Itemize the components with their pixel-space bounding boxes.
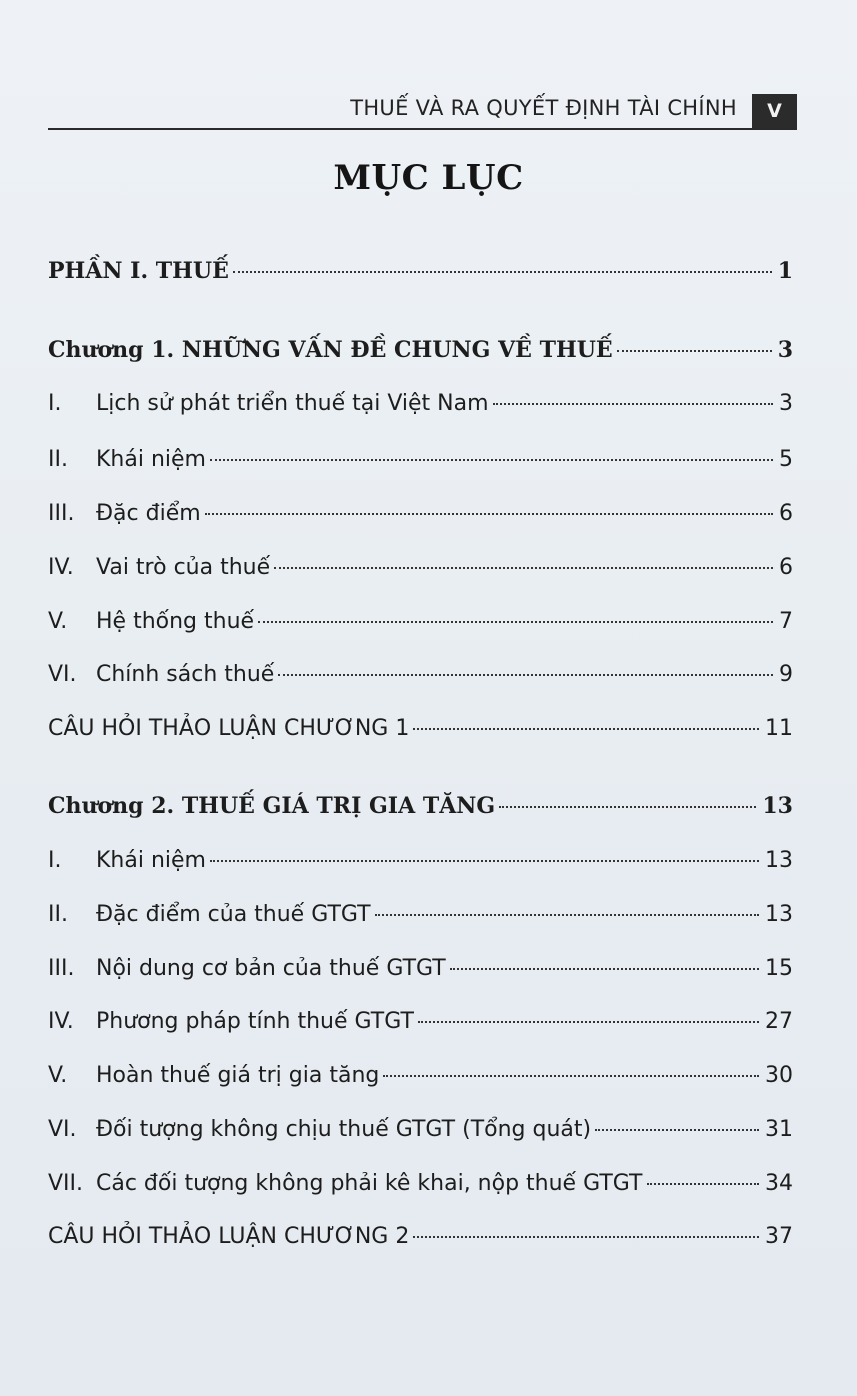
toc-entry-label: Chính sách thuế <box>96 662 275 687</box>
dot-leader <box>210 458 773 461</box>
toc-title: MỤC LỤC <box>333 158 524 198</box>
running-title: THUẾ VÀ RA QUYẾT ĐỊNH TÀI CHÍNH <box>350 96 737 120</box>
dot-leader <box>278 673 773 676</box>
toc-entry[interactable] <box>48 1063 793 1103</box>
toc-entry-number: V. <box>48 1063 68 1088</box>
toc-entry-number: IV. <box>48 555 74 580</box>
toc-entry-label: Chương 2. THUẾ GIÁ TRỊ GIA TĂNG <box>48 793 496 819</box>
toc-entry[interactable] <box>48 1171 793 1211</box>
toc-entry-label: Vai trò của thuế <box>96 555 271 580</box>
dot-leader <box>493 402 773 405</box>
toc-entry-page: 15 <box>765 956 793 981</box>
toc-entry[interactable] <box>48 1117 793 1157</box>
dot-leader <box>383 1074 759 1077</box>
toc-entry-number: II. <box>48 447 68 472</box>
dot-leader <box>418 1020 759 1023</box>
toc-entry-number: III. <box>48 501 75 526</box>
toc-entry-discussion-1[interactable] <box>48 716 793 756</box>
toc-entry-number: V. <box>48 609 68 634</box>
toc-entry-page: 13 <box>762 793 793 819</box>
toc-entry-page: 9 <box>779 662 793 687</box>
toc-entry-label: Chương 1. NHỮNG VẤN ĐỀ CHUNG VỀ THUẾ <box>48 337 613 363</box>
dot-leader <box>233 270 772 273</box>
toc-entry-label: Hệ thống thuế <box>96 609 255 634</box>
toc-entry-label: PHẦN I. THUẾ <box>48 258 229 284</box>
toc-entry-page: 27 <box>765 1009 793 1034</box>
toc-entry-page: 30 <box>765 1063 793 1088</box>
toc-entry-page: 6 <box>779 501 793 526</box>
dot-leader <box>205 512 773 515</box>
toc-entry[interactable] <box>48 447 793 487</box>
dot-leader <box>375 913 759 916</box>
toc-entry-label: CÂU HỎI THẢO LUẬN CHƯƠNG 2 <box>48 1224 410 1249</box>
toc-entry[interactable] <box>48 1009 793 1049</box>
toc-entry-discussion-2[interactable] <box>48 1224 793 1264</box>
toc-entry-number: III. <box>48 956 75 981</box>
toc-entry-page: 1 <box>777 258 793 284</box>
toc-entry-label: Hoàn thuế giá trị gia tăng <box>96 1063 380 1088</box>
toc-entry-label: Đặc điểm <box>96 501 201 526</box>
dot-leader <box>617 349 772 352</box>
toc-entry-page: 3 <box>779 391 793 416</box>
toc-entry[interactable] <box>48 609 793 649</box>
running-header <box>48 94 797 130</box>
toc-entry-label: Khái niệm <box>96 447 206 472</box>
dot-leader <box>413 727 759 730</box>
toc-entry-part-1[interactable] <box>48 258 793 298</box>
dot-leader <box>595 1128 759 1131</box>
toc-entry-label: Nội dung cơ bản của thuế GTGT <box>96 956 446 981</box>
toc-entry[interactable] <box>48 391 793 431</box>
toc-entry[interactable] <box>48 956 793 996</box>
toc-entry-page: 5 <box>779 447 793 472</box>
toc-entry[interactable] <box>48 662 793 702</box>
toc-entry-label: Khái niệm <box>96 848 206 873</box>
dot-leader <box>413 1235 759 1238</box>
toc-entry-label: Lịch sử phát triển thuế tại Việt Nam <box>96 391 489 416</box>
toc-entry-number: VI. <box>48 1117 77 1142</box>
toc-entry-label: Các đối tượng không phải kê khai, nộp thuế GTGT <box>96 1171 643 1196</box>
toc-entry-page: 7 <box>779 609 793 634</box>
dot-leader <box>647 1182 760 1185</box>
toc-entry-chapter-2[interactable] <box>48 793 793 833</box>
dot-leader <box>274 566 773 569</box>
dot-leader <box>210 859 759 862</box>
toc-entry-number: I. <box>48 848 62 873</box>
toc-entry-label: Phương pháp tính thuế GTGT <box>96 1009 414 1034</box>
toc-entry-page: 13 <box>765 848 793 873</box>
toc-entry-chapter-1[interactable] <box>48 337 793 377</box>
toc-entry-page: 6 <box>779 555 793 580</box>
toc-entry-page: 37 <box>765 1224 793 1249</box>
toc-entry-number: II. <box>48 902 68 927</box>
toc-entry-number: I. <box>48 391 62 416</box>
toc-entry-number: VII. <box>48 1171 84 1196</box>
toc-entry-number: IV. <box>48 1009 74 1034</box>
toc-entry-number: VI. <box>48 662 77 687</box>
toc-entry[interactable] <box>48 555 793 595</box>
toc-entry-page: 34 <box>765 1171 793 1196</box>
toc-entry-label: CÂU HỎI THẢO LUẬN CHƯƠNG 1 <box>48 716 410 741</box>
toc-entry[interactable] <box>48 848 793 888</box>
toc-entry-page: 13 <box>765 902 793 927</box>
toc-entry-label: Đặc điểm của thuế GTGT <box>96 902 371 927</box>
toc-entry-page: 11 <box>765 716 793 741</box>
toc-entry-page: 3 <box>777 337 793 363</box>
dot-leader <box>450 967 759 970</box>
toc-entry-page: 31 <box>765 1117 793 1142</box>
dot-leader <box>258 620 773 623</box>
toc-entry-label: Đối tượng không chịu thuế GTGT (Tổng quát) <box>96 1117 592 1142</box>
toc-entry[interactable] <box>48 902 793 942</box>
page-number: V <box>752 94 797 128</box>
dot-leader <box>499 805 756 808</box>
toc-entry[interactable] <box>48 501 793 541</box>
